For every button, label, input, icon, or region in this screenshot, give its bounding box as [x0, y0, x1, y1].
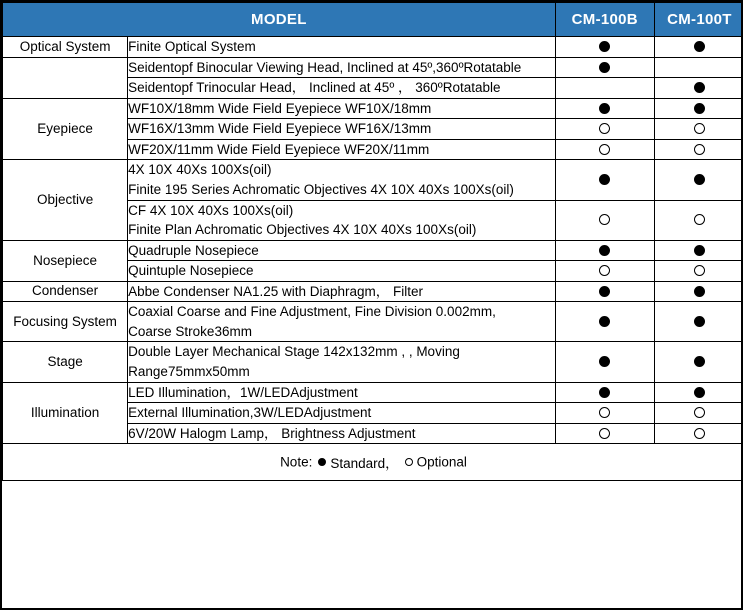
- description-cell: [128, 200, 556, 240]
- description-line: Finite Optical System: [128, 39, 256, 54]
- description-line: Seidentopf Binocular Viewing Head, Inclined at 45º,360ºRotatable: [128, 59, 522, 75]
- category-label: Optical System: [19, 38, 111, 54]
- marker-filled-icon: [694, 316, 705, 327]
- category-label-cell: [3, 382, 128, 444]
- marker-filled-icon: [694, 174, 705, 185]
- cell-cm100b: [555, 382, 654, 403]
- description-cell: [128, 403, 556, 424]
- cell-cm100b: [555, 139, 654, 160]
- category-label-cell: [3, 160, 128, 240]
- table-row: [3, 160, 743, 200]
- cell-cm100b: [555, 240, 654, 261]
- description-line: LED Illumination，1W/LEDAdjustment: [128, 384, 358, 400]
- cell-cm100t: [654, 382, 743, 403]
- marker-filled-icon: [599, 387, 610, 398]
- note-cell: [3, 444, 743, 481]
- marker-filled-icon: [694, 356, 705, 367]
- marker-filled-icon: [599, 316, 610, 327]
- table-row: [3, 302, 743, 342]
- marker-hollow-icon: [405, 458, 413, 466]
- marker-filled-icon: [318, 458, 326, 466]
- marker-filled-icon: [599, 103, 610, 114]
- marker-filled-icon: [599, 174, 610, 185]
- description-line: Double Layer Mechanical Stage 142x132mm , , Moving: [128, 344, 460, 360]
- marker-filled-icon: [694, 387, 705, 398]
- marker-filled-icon: [694, 41, 705, 52]
- description-cell: [128, 57, 556, 78]
- description-line: Coarse Stroke36mm: [128, 323, 252, 339]
- marker-hollow-icon: [599, 428, 610, 439]
- description-line: Seidentopf Trinocular Head， Inclined at 45º ， 360ºRotatable: [128, 80, 501, 96]
- table-row: [3, 382, 743, 403]
- description-cell: [128, 302, 556, 342]
- marker-hollow-icon: [599, 265, 610, 276]
- note-prefix: Note:: [280, 454, 313, 470]
- description-line: WF20X/11mm Wide Field Eyepiece WF20X/11mm: [128, 141, 430, 157]
- category-label-cell: [3, 37, 128, 58]
- marker-hollow-icon: [599, 214, 610, 225]
- cell-cm100t: [654, 57, 743, 78]
- cell-cm100t: [654, 160, 743, 200]
- cell-cm100b: [555, 403, 654, 424]
- description-line: External Illumination,3W/LEDAdjustment: [128, 405, 372, 421]
- description-line: Range75mmx50mm: [128, 364, 250, 379]
- marker-hollow-icon: [694, 144, 705, 155]
- category-label-cell: [3, 302, 128, 342]
- table-row: [3, 281, 743, 302]
- marker-hollow-icon: [599, 123, 610, 134]
- cell-cm100t: [654, 200, 743, 240]
- marker-hollow-icon: [694, 123, 705, 134]
- description-cell: [128, 139, 556, 160]
- description-cell: [128, 342, 556, 382]
- cell-cm100t: [654, 119, 743, 140]
- category-label: Objective: [36, 191, 94, 207]
- description-line: Coaxial Coarse and Fine Adjustment, Fine Division 0.002mm,: [128, 304, 496, 320]
- cell-cm100t: [654, 342, 743, 382]
- header-model: MODEL: [3, 3, 556, 37]
- table-body: [3, 37, 743, 481]
- cell-cm100b: [555, 342, 654, 382]
- marker-filled-icon: [599, 286, 610, 297]
- marker-filled-icon: [694, 286, 705, 297]
- cell-cm100t: [654, 403, 743, 424]
- category-label: Eyepiece: [37, 120, 93, 136]
- marker-hollow-icon: [694, 265, 705, 276]
- cell-cm100b: [555, 261, 654, 282]
- description-cell: [128, 98, 556, 119]
- marker-hollow-icon: [694, 407, 705, 418]
- description-cell: [128, 382, 556, 403]
- category-label: Illumination: [30, 404, 100, 420]
- marker-filled-icon: [694, 82, 705, 93]
- marker-hollow-icon: [694, 214, 705, 225]
- note-row: [3, 444, 743, 481]
- description-cell: [128, 240, 556, 261]
- description-line: 6V/20W Halogm Lamp， Brightness Adjustment: [128, 425, 416, 441]
- category-label-cell: [3, 342, 128, 382]
- cell-cm100b: [555, 160, 654, 200]
- description-line: 4X 10X 40Xs 100Xs(oil): [128, 162, 272, 178]
- table-row: [3, 98, 743, 119]
- cell-cm100t: [654, 98, 743, 119]
- table-row: [3, 57, 743, 78]
- marker-hollow-icon: [599, 407, 610, 418]
- description-line: Abbe Condenser NA1.25 with Diaphragm， Filter: [128, 283, 424, 299]
- table-row: [3, 37, 743, 58]
- cell-cm100t: [654, 423, 743, 444]
- marker-hollow-icon: [599, 144, 610, 155]
- cell-cm100t: [654, 37, 743, 58]
- category-label-cell: [3, 281, 128, 302]
- description-line: Quintuple Nosepiece: [128, 263, 254, 279]
- cell-cm100b: [555, 302, 654, 342]
- description-line: CF 4X 10X 40Xs 100Xs(oil): [128, 202, 294, 218]
- description-cell: [128, 261, 556, 282]
- cell-cm100b: [555, 37, 654, 58]
- cell-cm100t: [654, 302, 743, 342]
- table-row: [3, 342, 743, 382]
- description-cell: [128, 423, 556, 444]
- cell-cm100t: [654, 139, 743, 160]
- description-line: Finite Plan Achromatic Objectives 4X 10X 40Xs 100Xs(oil): [128, 222, 477, 238]
- cell-cm100b: [555, 281, 654, 302]
- cell-cm100b: [555, 78, 654, 99]
- category-label: Nosepiece: [33, 252, 97, 268]
- marker-filled-icon: [599, 62, 610, 73]
- cell-cm100t: [654, 261, 743, 282]
- table-header: [3, 3, 743, 37]
- description-cell: [128, 119, 556, 140]
- cell-cm100b: [555, 57, 654, 78]
- description-cell: [128, 160, 556, 200]
- cell-cm100b: [555, 423, 654, 444]
- specification-table: [2, 2, 743, 481]
- marker-filled-icon: [694, 245, 705, 256]
- description-line: Quadruple Nosepiece: [128, 242, 259, 258]
- table-row: [3, 240, 743, 261]
- marker-hollow-icon: [694, 428, 705, 439]
- category-label: Focusing System: [13, 313, 117, 329]
- marker-filled-icon: [599, 245, 610, 256]
- marker-filled-icon: [599, 356, 610, 367]
- note-standard-label: Standard，: [330, 456, 399, 472]
- description-line: Finite 195 Series Achromatic Objectives 4X 10X 40Xs 100Xs(oil): [128, 181, 514, 197]
- cell-cm100t: [654, 281, 743, 302]
- cell-cm100b: [555, 200, 654, 240]
- marker-filled-icon: [694, 103, 705, 114]
- cell-cm100t: [654, 240, 743, 261]
- note-optional-label: Optional: [416, 454, 467, 470]
- cell-cm100b: [555, 98, 654, 119]
- description-line: WF10X/18mm Wide Field Eyepiece WF10X/18mm: [128, 100, 432, 116]
- category-label-cell: [3, 98, 128, 160]
- description-cell: [128, 37, 556, 58]
- cell-cm100b: [555, 119, 654, 140]
- category-label: Stage: [47, 353, 83, 369]
- category-label-cell: [3, 57, 128, 98]
- cell-cm100t: [654, 78, 743, 99]
- description-cell: [128, 78, 556, 99]
- marker-filled-icon: [599, 41, 610, 52]
- header-column-cm100t: CM-100T: [654, 3, 743, 37]
- category-label: Condenser: [32, 283, 99, 299]
- category-label-cell: [3, 240, 128, 281]
- description-line: WF16X/13mm Wide Field Eyepiece WF16X/13mm: [128, 121, 432, 137]
- header-column-cm100b: CM-100B: [555, 3, 654, 37]
- description-cell: [128, 281, 556, 302]
